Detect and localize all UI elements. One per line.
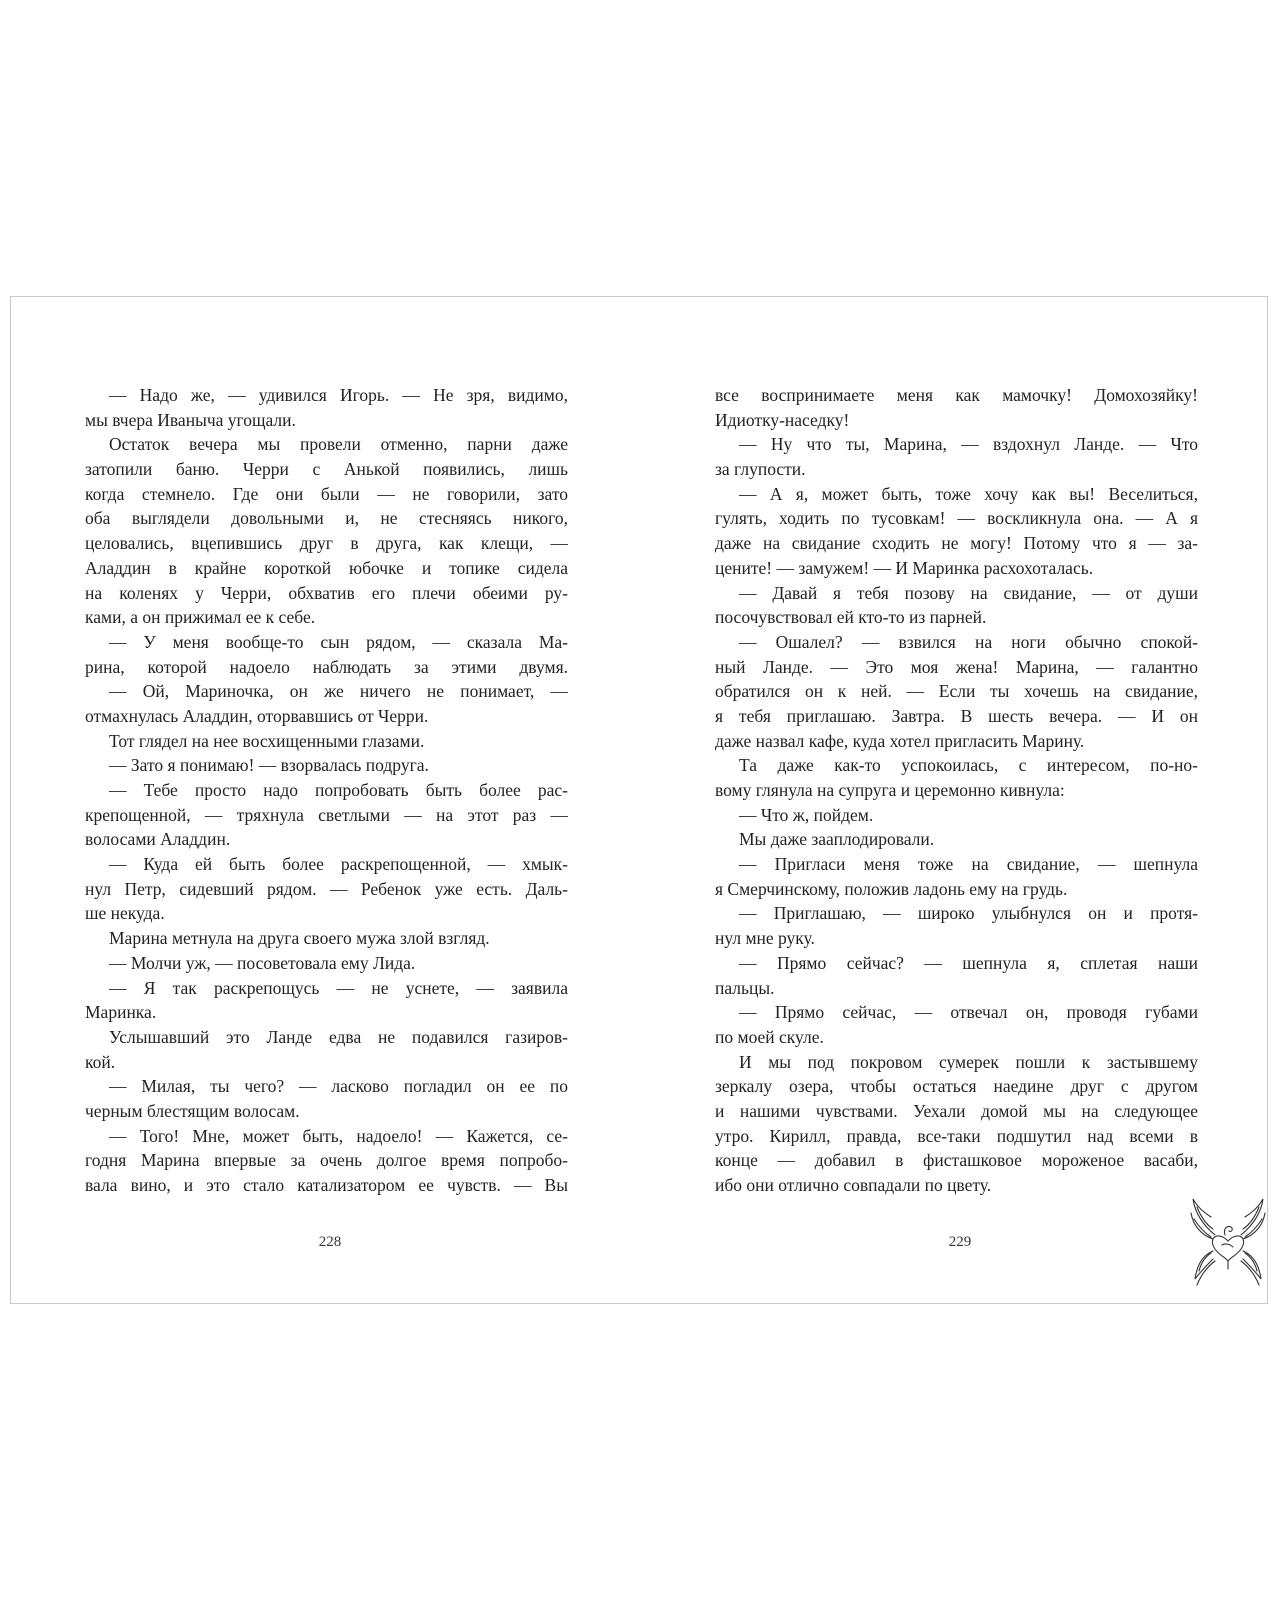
text-line: — Прямо сейчас, — отвечал он, проводя губами <box>739 1002 1198 1023</box>
text-line: за глупости. <box>715 459 806 480</box>
text-line: — У меня вообще-то сын рядом, — сказала Ма- <box>109 631 568 652</box>
text-line: — Того! Мне, может быть, надоело! — Кажется, се- <box>109 1125 568 1146</box>
text-line: — Надо же, — удивился Игорь. — Не зря, видимо, <box>109 385 568 405</box>
text-line: Аладдин в крайне короткой юбочке и топике сидела <box>85 557 568 578</box>
winged-heart-icon <box>1189 1195 1267 1295</box>
text-line: пальцы. <box>715 977 775 998</box>
text-line: утро. Кирилл, правда, все-таки подшутил над всеми в <box>715 1125 1198 1146</box>
text-line: по моей скуле. <box>715 1026 824 1047</box>
text-line: гулять, ходить по тусовкам! — воскликнула она. — А я <box>715 508 1198 529</box>
text-line: Мы даже зааплодировали. <box>739 829 935 850</box>
text-line: — Молчи уж, — посоветовала ему Лида. <box>109 952 416 973</box>
text-line: — Ошалел? — взвился на ноги обычно спокой- <box>739 631 1198 652</box>
text-line: Услышавший это Ланде едва не подавился газиров- <box>109 1026 568 1047</box>
text-line: Марина метнула на друга своего мужа злой взгляд. <box>109 928 490 949</box>
text-line: на коленях у Черри, обхватив его плечи обеими ру- <box>85 582 568 603</box>
text-line: цените! — замужем! — И Маринка расхохоталась. <box>715 557 1094 578</box>
text-line: крепощенной, — тряхнула светлыми — на этот раз — <box>85 804 568 825</box>
text-line: вому глянула на супруга и церемонно кивнула: <box>715 780 1065 800</box>
text-line: — Милая, ты чего? — ласково погладил он ее по <box>109 1076 568 1097</box>
text-line: рина, которой надоело наблюдать за этими двумя. <box>85 656 568 677</box>
text-line: конце — добавил в фисташковое мороженое васаби, <box>715 1150 1198 1171</box>
text-line: отмахнулась Аладдин, оторвавшись от Черри. <box>85 705 429 726</box>
text-line: И мы под покровом сумерек пошли к застывшему <box>739 1051 1198 1072</box>
text-line: и нашими чувствами. Уехали домой мы на следующее <box>715 1100 1198 1121</box>
text-line: ше некуда. <box>85 903 165 924</box>
text-line: я Смерчинскому, положив ладонь ему на грудь. <box>715 878 1068 899</box>
book-spread <box>10 296 1268 1304</box>
page-number-left: 228 <box>318 1234 342 1250</box>
text-line: черным блестящим волосам. <box>85 1100 300 1121</box>
text-line: — Тебе просто надо попробовать быть более рас- <box>109 780 568 800</box>
text-line: оба выглядели довольными и, не стесняясь никого, <box>85 508 568 529</box>
text-line: даже назвал кафе, куда хотел пригласить Марину. <box>715 730 1085 751</box>
text-line: нул мне руку. <box>715 928 815 949</box>
text-line: — Давай я тебя позову на свидание, — от души <box>739 582 1198 603</box>
text-line: все воспринимаете меня как мамочку! Домохозяйку! <box>715 385 1198 405</box>
text-line: Маринка. <box>85 1002 157 1023</box>
text-line: вала вино, и это стало катализатором ее чувств. — Вы <box>85 1175 568 1195</box>
text-line: целовались, вцепившись друг в друга, как клещи, — <box>85 533 568 554</box>
text-line: — Ой, Мариночка, он же ничего не понимает, — <box>109 681 568 702</box>
text-line: ный Ланде. — Это моя жена! Марина, — галантно <box>715 656 1198 677</box>
text-line: Идиотку-наседку! <box>715 409 850 430</box>
text-line: нул Петр, сидевший рядом. — Ребенок уже есть. Даль- <box>85 878 568 899</box>
text-line: даже на свидание сходить не могу! Потому что я — за- <box>715 533 1198 554</box>
text-line: — Прямо сейчас? — шепнула я, сплетая наши <box>739 952 1198 973</box>
text-line: Остаток вечера мы провели отменно, парни даже <box>109 434 568 455</box>
text-line: — Пригласи меня тоже на свидание, — шепнула <box>739 854 1198 875</box>
left-page-text <box>85 383 568 1198</box>
text-line: я тебя приглашаю. Завтра. В шесть вечера. — И он <box>715 705 1198 726</box>
text-line: — Зато я понимаю! — взорвалась подруга. <box>109 755 429 776</box>
text-line: зеркалу озера, чтобы остаться наедине друг с другом <box>715 1076 1198 1097</box>
text-line: волосами Аладдин. <box>85 829 231 850</box>
text-line: мы вчера Иваныча угощали. <box>85 409 296 430</box>
text-line: обратился он к ней. — Если ты хочешь на свидание, <box>715 681 1198 702</box>
text-line: посочувствовал ей кто-то из парней. <box>715 607 987 628</box>
text-line: затопили баню. Черри с Анькой появились, лишь <box>85 459 568 480</box>
text-line: ками, а он прижимал ее к себе. <box>85 607 316 628</box>
text-line: ибо они отлично совпадали по цвету. <box>715 1175 992 1195</box>
right-page-text <box>715 383 1198 1198</box>
text-line: — Ну что ты, Марина, — вздохнул Ланде. — Что <box>739 434 1198 455</box>
text-line: — Куда ей быть более раскрепощенной, — хмык- <box>109 854 568 875</box>
text-line: кой. <box>85 1051 116 1072</box>
text-line: — А я, может быть, тоже хочу как вы! Веселиться, <box>739 483 1198 504</box>
text-line: — Что ж, пойдем. <box>739 804 874 825</box>
text-line: годня Марина впервые за очень долгое время попробо- <box>85 1150 568 1171</box>
text-line: Тот глядел на нее восхищенными глазами. <box>109 730 425 751</box>
text-line: когда стемнело. Где они были — не говорили, зато <box>85 483 568 504</box>
text-line: — Приглашаю, — широко улыбнулся он и протя- <box>739 903 1198 924</box>
text-line: Та даже как-то успокоилась, с интересом, по-но- <box>739 755 1198 776</box>
text-line: — Я так раскрепощусь — не уснете, — заявила <box>109 977 568 998</box>
page-number-right: 229 <box>948 1234 972 1250</box>
